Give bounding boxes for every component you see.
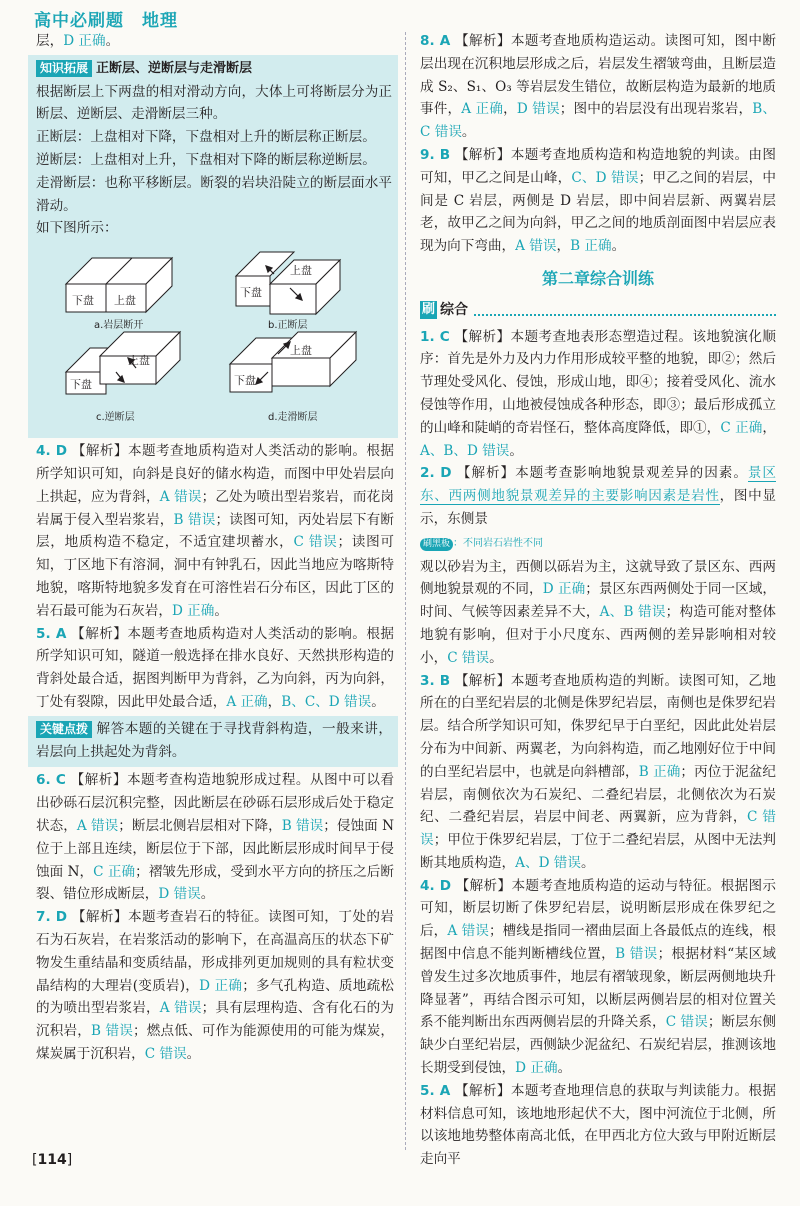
left-column: [36, 30, 394, 1066]
answer-8: 8. A 【解析】本题考查地质构造运动。读图可知，图中断层出现在沉积地层形成之后，岩层发生褶皱弯曲，且断层造成 S₂、S₁、O₃ 等岩层发生错位，故断层构造为最新的地质事件，A 正确，D 错误；图中的岩层没有出现岩浆岩，B、C 错误。: [420, 33, 777, 141]
subject-label: 地理: [142, 11, 178, 31]
highlighted-text: 景区东、西两侧地貌景观差异的主要影响因素是岩性: [420, 465, 777, 505]
fault-d-right-front: [272, 358, 330, 386]
section-title: 第二章综合训练: [541, 268, 654, 288]
comp-answer-4: 4. D 【解析】本题考查地质构造的运动与特征。根据图示可知，断层切断了侏罗纪岩层，说明断层形成在侏罗纪之后，A 错误；槽线是指同一褶曲层面上各最低点的连线，根据图中信息不能判断槽线位置，B 错误；根据材料“某区域曾发生过多次地质事件，地层有褶皱现象，断层两侧地块升降显著”，再结合图示可知，以断层两侧岩层的相对位置关系不能判断出东西两侧岩层的升降关系，C 错误；断层东侧缺少白垩纪岩层，西侧缺少泥盆纪、石炭纪岩层，推测该地长期受到侵蚀，D 正确。: [420, 877, 777, 1077]
diagram-label: 下盘: [72, 294, 94, 308]
answer-6: 6. C 【解析】本题考查构造地貌形成过程。从图中可以看出砂砾石层沉积完整，因此断层在砂砾石层形成后处于稳定状态，A 错误；断层北侧岩层相对下降，B 错误；侵蚀面 N 位于上部且连续，断层位于下部，因此断层形成时间早于侵蚀面 N，C 正确；褶皱先形成，受到水平方向的挤压之后断裂、错位形成断层，D 错误。: [36, 772, 395, 903]
blackboard-note: ：不同岩石岩性不同: [453, 537, 544, 549]
running-header: [34, 6, 178, 31]
right-column: [420, 30, 776, 1171]
diagram-label: 下盘: [240, 286, 262, 300]
diagram-label: 下盘: [70, 378, 92, 392]
diagram-label: 上盘: [290, 264, 312, 278]
comp-answer-1: 1. C 【解析】本题考查地表形态塑造过程。该地貌演化顺序：首先是外力及内力作用形成较平整的地貌，即②；然后节理处受风化、侵蚀，形成山地，即④；接着受风化、流水侵蚀等作用，山地被侵蚀成各种形态，即③；最后形成孤立的山峰和陡峭的奇岩怪石，整体高度降低，即①，C 正确，A、B、D 错误。: [420, 328, 777, 459]
comp-answer-3: 3. B 【解析】本题考查地质构造的判断。读图可知，乙地所在的白垩纪岩层的北侧是侏罗纪岩层，南侧也是侏罗纪岩层。结合所学知识可知，侏罗纪早于白垩纪，因此此处岩层分布为中间新、两翼老，为向斜构造，而乙地刚好位于中间的白垩纪岩层中，也就是向斜槽部，B 正确；丙位于泥盆纪岩层，南侧依次为石炭纪、二叠纪岩层，北侧依次为石炭纪、二叠纪岩层，岩层中间老、两翼新，应为背斜，C 错误；甲位于侏罗纪岩层，丁位于二叠纪岩层，从图中无法判断其地质构造，A、D 错误。: [420, 672, 777, 871]
knowledge-extension-box: [28, 55, 398, 438]
column-divider: [405, 32, 406, 1150]
caption-a: a.岩层断开: [94, 320, 144, 332]
key-point-box: [28, 716, 398, 768]
diagram-label: 上盘: [128, 354, 150, 368]
answer-7: 7. D 【解析】本题考查岩石的特征。读图可知，丁处的岩石为石灰岩，在岩浆活动的影响下，在高温高压的状态下矿物发生重结晶和变质结晶，形成排列更加规则的具有粒状变晶结构的大理岩(变质岩)，D 正确；多气孔构造、质地疏松的为喷出型岩浆岩，A 错误；具有层理构造、含有化石的为沉积岩，B 错误；燃点低、可作为能源使用的可能为煤炭，煤炭属于沉积岩，C 错误。: [36, 909, 395, 1062]
caption-c: c.逆断层: [96, 412, 135, 424]
box-title: 正断层、逆断层与走滑断层: [96, 60, 253, 76]
fault-types-diagram: [46, 244, 376, 432]
box-para-4: 走滑断层：也称平移断层。断裂的岩块沿陡立的断层面水平滑动。: [36, 174, 392, 214]
key-point-text: 解答本题的关键在于寻找背斜构造，一般来讲，岩层向上拱起处为背斜。: [36, 720, 392, 760]
comprehensive-label: 综合: [440, 301, 469, 318]
page-number: [114]: [32, 1152, 73, 1168]
knowledge-extension-tag: 知识拓展: [36, 60, 92, 77]
blackboard-badge: 刷黑板: [420, 538, 453, 551]
book-title: 高中必刷题: [34, 11, 124, 31]
diagram-label: 下盘: [234, 374, 256, 388]
dotted-rule: [474, 305, 776, 316]
caption-d: d.走滑断层: [268, 412, 318, 424]
key-point-tag: 关键点拨: [36, 721, 92, 738]
shua-icon: 刷: [422, 302, 436, 318]
box-para-1: 根据断层上下两盘的相对滑动方向，大体上可将断层分为正断层、逆断层、走滑断层三种。: [36, 83, 392, 123]
box-para-2: 正断层：上盘相对下降，下盘相对上升的断层称正断层。: [36, 129, 376, 146]
continued-answer: 层，D 正确。: [36, 33, 120, 49]
answer-9: 9. B 【解析】本题考查地质构造和构造地貌的判读。由图可知，甲乙之间是山峰，C、D 错误；甲乙之间的岩层，中间是 C 岩层，两侧是 D 岩层，即中间岩层新、两翼岩层老，故甲乙之间为向斜，甲乙之间的地质剖面图中岩层应表现为向下弯曲，A 错误，B 正确。: [420, 146, 777, 255]
box-para-3: 逆断层：上盘相对上升，下盘相对下降的断层称逆断层。: [36, 151, 376, 168]
box-para-5: 如下图所示：: [36, 220, 118, 237]
answer-4: 4. D 【解析】本题考查地质构造对人类活动的影响。根据所学知识可知，向斜是良好的储水构造，而图中甲处岩层向上拱起，应为背斜，A 错误；乙处为喷出型岩浆岩，而花岗岩属于侵入型岩浆岩，B 错误；读图可知，丙处岩层下有断层，地质构造不稳定，不适宜建坝蓄水，C 错误；读图可知，丁区地下有溶洞，洞中有钟乳石，因此当地应为喀斯特地貌，喀斯特地貌多发育在可溶性岩石分布区，因此丁区的岩石最可能为石灰岩，D 正确。: [36, 443, 395, 619]
diagram-label: 上盘: [114, 294, 136, 308]
diagram-label: 上盘: [290, 344, 312, 358]
comprehensive-heading: [420, 299, 776, 322]
comp-answer-2: 2. D 【解析】本题考查影响地貌景观差异的因素。景区东、西两侧地貌景观差异的主要影响因素是岩性，图中显示，东侧景 刷黑板 ：不同岩石岩性不同 观以砂岩为主，西侧以砾岩为主，这就导致了景区东、西两侧地貌景观的不同，D 正确；景区东西两侧处于同一区域，时间、气候等因素差异不大，A、B 错误；构造可能对整体地貌有影响，但对于小尺度东、西两侧的差异影响相对较小，C 错误。: [420, 465, 777, 666]
comp-answer-5: 5. A 【解析】本题考查地理信息的获取与判读能力。根据材料信息可知，该地地形起伏不大，图中河流位于北侧，所以该地地势整体南高北低，在甲西北方位大致与甲附近断层走向平: [420, 1082, 776, 1168]
answer-5: 5. A 【解析】本题考查地质构造对人类活动的影响。根据所学知识可知，隧道一般选择在排水良好、天然拱形构造的背斜处最合适，据图判断甲为背斜，乙为向斜，丙为向斜，丁处有裂隙，因此甲处最合适，A 正确，B、C、D 错误。: [36, 625, 394, 710]
caption-b: b.正断层: [268, 320, 308, 332]
fault-b-right-front: [270, 284, 316, 314]
